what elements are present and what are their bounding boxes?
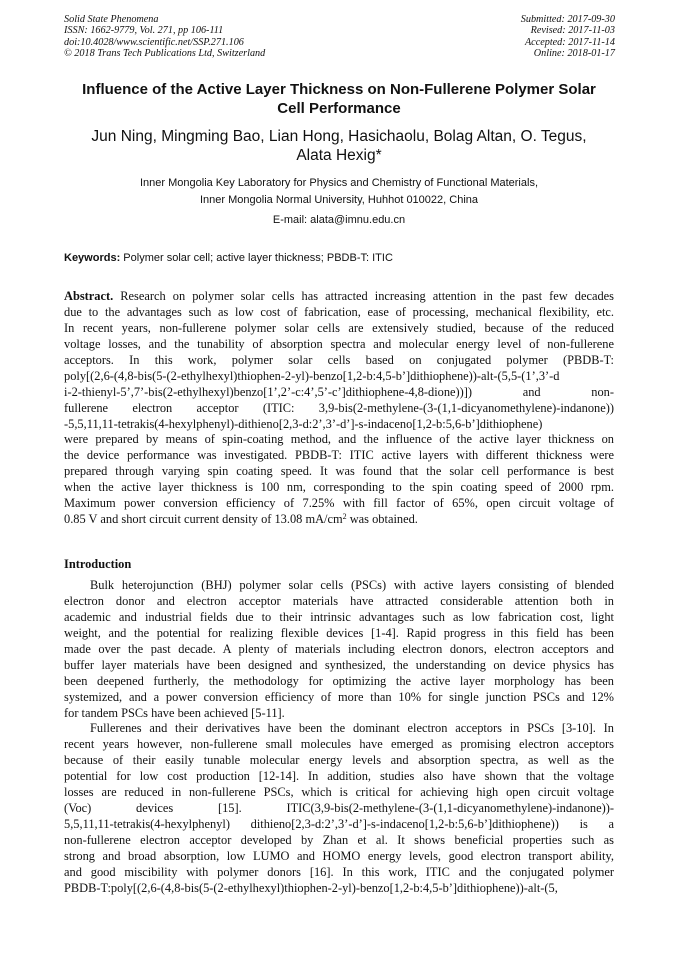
paragraph-line: weight, and the potential for realizing flexible devices [1-4]. Rapid progress in this field has been: [64, 625, 614, 640]
paragraph-line: losses are reduced in non-fullerene PSCs, which is critical for achieving high open circuit voltage: [64, 785, 614, 800]
abstract-line: [64, 289, 614, 305]
paragraph-line: Bulk heterojunction (BHJ) polymer solar cells (PSCs) with active layers consisting of blended: [90, 578, 614, 592]
superscript: 2: [342, 512, 347, 522]
journal-name: Solid State Phenomena: [64, 14, 159, 25]
abstract-line: fullerene electron acceptor (ITIC: 3,9-bis(2-methylene-(3-(1,1-dicyanomethylene)-indanone)): [64, 400, 614, 415]
doi-line: doi:10.4028/www.scientific.net/SSP.271.106: [64, 36, 244, 48]
abstract-text: was obtained.: [346, 512, 418, 527]
revised-date: Revised: 2017-11-03: [530, 25, 615, 37]
paragraph-line: PBDB-T:poly[(2,6-(4,8-bis(5-(2-ethylhexyl)thiophen-2-yl)-benzo[1,2-b:4,5-b’]dithiophene))-alt-(5,: [64, 880, 558, 895]
authors-line: Jun Ning, Mingming Bao, Lian Hong, Hasichaolu, Bolag Altan, O. Tegus,: [91, 128, 587, 145]
keywords: [64, 252, 624, 265]
keywords-text: Polymer solar cell; active layer thickness; PBDB-T: ITIC: [120, 252, 393, 264]
abstract-line: were prepared by means of spin-coating method, and the influence of the active layer thickness on: [64, 432, 614, 447]
affiliation-line: Inner Mongolia Key Laboratory for Physics and Chemistry of Functional Materials,: [139, 177, 538, 189]
abstract-line: [64, 512, 614, 528]
contact-email: E-mail: alata@imnu.edu.cn: [272, 214, 406, 226]
paragraph-line: electron donor and electron acceptor materials have attracted considerable attention both in: [64, 593, 614, 608]
issn-line: ISSN: 1662-9779, Vol. 271, pp 106-111: [64, 25, 224, 37]
paragraph-line: recent years however, non-fullerene small molecules have emerged as promising electron acceptors: [64, 737, 614, 752]
paragraph-line: potential for low cost production [12-14]. In addition, studies also have shown that the voltage: [64, 769, 614, 784]
abstract-line: -5,5,11,11-tetrakis(4-hexylphenyl)-dithieno[2,3-d:2’,3’-d’]-s-indaceno[1,2-b:5,6-b’]dithiophene): [64, 416, 543, 431]
journal-info: [64, 14, 265, 59]
paragraph-line: systemized, and a power conversion efficiency of more than 10% for single junction PSCs and 12%: [64, 689, 614, 704]
abstract-line: i-2-thienyl-5’,7’-bis(2-ethylhexyl)benzo[1’,2’-c:4’,5’-c’]dithiophene-4,8-dione))]) and non-: [64, 384, 614, 399]
paragraph-line: been deepened furtherly, the methodology for optimizing the active layer morphology has been: [64, 673, 614, 688]
online-date: Online: 2018-01-17: [533, 47, 615, 59]
affiliation-line: Inner Mongolia Normal University, Huhhot 010022, China: [200, 194, 478, 206]
abstract-line: In recent years, non-fullerene polymer solar cells are extensively studied, because of the reduced: [64, 320, 614, 335]
paragraph-line: Fullerenes and their derivatives have been the dominant electron acceptors in PSCs [3-10]. In: [90, 721, 614, 736]
abstract-line: prepared through varying spin coating speed. It was found that the solar cell performance is best: [64, 464, 614, 479]
paragraph-line: 5,5,11,11-tetrakis(4-hexylphenyl) dithieno[2,3-d:2’,3’-d’]-s-indaceno[1,2-b:5,6-b’]dithiophene)) is a: [64, 817, 614, 832]
paragraph-line: strong and broad absorption, low LUMO and HOMO energy levels, good electron transport ability,: [64, 848, 614, 863]
abstract-text: 0.85 V and short circuit current density of 13.08 mA/cm: [64, 512, 343, 527]
abstract-label: Abstract.: [64, 289, 114, 303]
abstract-line: when the active layer thickness is 100 nm, corresponding to the spin coating speed of 2000 rpm.: [64, 480, 614, 495]
introduction-body: [64, 578, 614, 897]
paragraph-line: for tandem PSCs have been achieved [5-11].: [64, 705, 285, 720]
paragraph-line: because of their easily tunable molecular energy levels and absorption spectra, as well as the: [64, 753, 614, 768]
submitted-date: Submitted: 2017-09-30: [520, 14, 615, 25]
title-line: Influence of the Active Layer Thickness on Non-Fullerene Polymer Solar: [82, 81, 596, 98]
abstract: [64, 289, 614, 528]
paragraph-line: academic and industrial fields due to their intrinsic advantages such as low fabrication cost, light: [64, 609, 614, 624]
abstract-line: due to the advantages such as low cost of fabrication, ease of processing, mechanical flexibility, etc.: [64, 304, 614, 319]
abstract-line: poly[(2,6-(4,8-bis(5-(2-ethylhexyl)thiophen-2-yl)-benzo[1,2-b:4,5-b’]dithiophene))-alt-(5,5-(1’,3’-d: [64, 368, 560, 383]
affiliation: [54, 175, 624, 209]
paper-title: [54, 81, 624, 118]
paragraph-line: (Voc) devices [15]. ITIC(3,9-bis(2-methylene-(3-(1,1-dicyanomethylene)-indanone))-: [64, 801, 614, 816]
introduction-heading: Introduction: [64, 557, 132, 571]
title-line: Cell Performance: [277, 99, 401, 117]
abstract-line: Maximum power conversion efficiency of 7.25% with fill factor of 65%, open circuit voltage of: [64, 496, 614, 511]
abstract-text: Research on polymer solar cells has attracted increasing attention in the past few decades: [113, 289, 614, 303]
paragraph-line: made over the past decade. A plenty of materials including electron donors, electron acceptors and: [64, 641, 614, 656]
abstract-line: the device performance was investigated. PBDB-T: ITIC active layers with different thickness were: [64, 448, 614, 463]
authors-line: Alata Hexig*: [296, 147, 382, 164]
paragraph-line: and good miscibility with polymer donors [16]. In this work, ITIC and the conjugated polymer: [64, 864, 614, 879]
author-list: [54, 127, 624, 165]
copyright-line: © 2018 Trans Tech Publications Ltd, Switzerland: [64, 47, 266, 59]
paragraph-line: non-fullerene electron acceptor developed by Zhan et al. It shows beneficial properties such as: [64, 833, 614, 847]
keywords-label: Keywords:: [64, 252, 121, 264]
abstract-line: acceptors. In this work, polymer solar cells based on conjugated polymer (PBDB-T:: [64, 352, 614, 367]
accepted-date: Accepted: 2017-11-14: [524, 36, 615, 48]
abstract-line: voltage losses, and the tunability of absorption spectra and molecular energy level of non-fullerene: [64, 336, 614, 351]
paragraph-line: buffer layer materials have been designed and synthesized, the understanding on device physics has: [64, 657, 614, 672]
publication-dates: [521, 14, 615, 59]
